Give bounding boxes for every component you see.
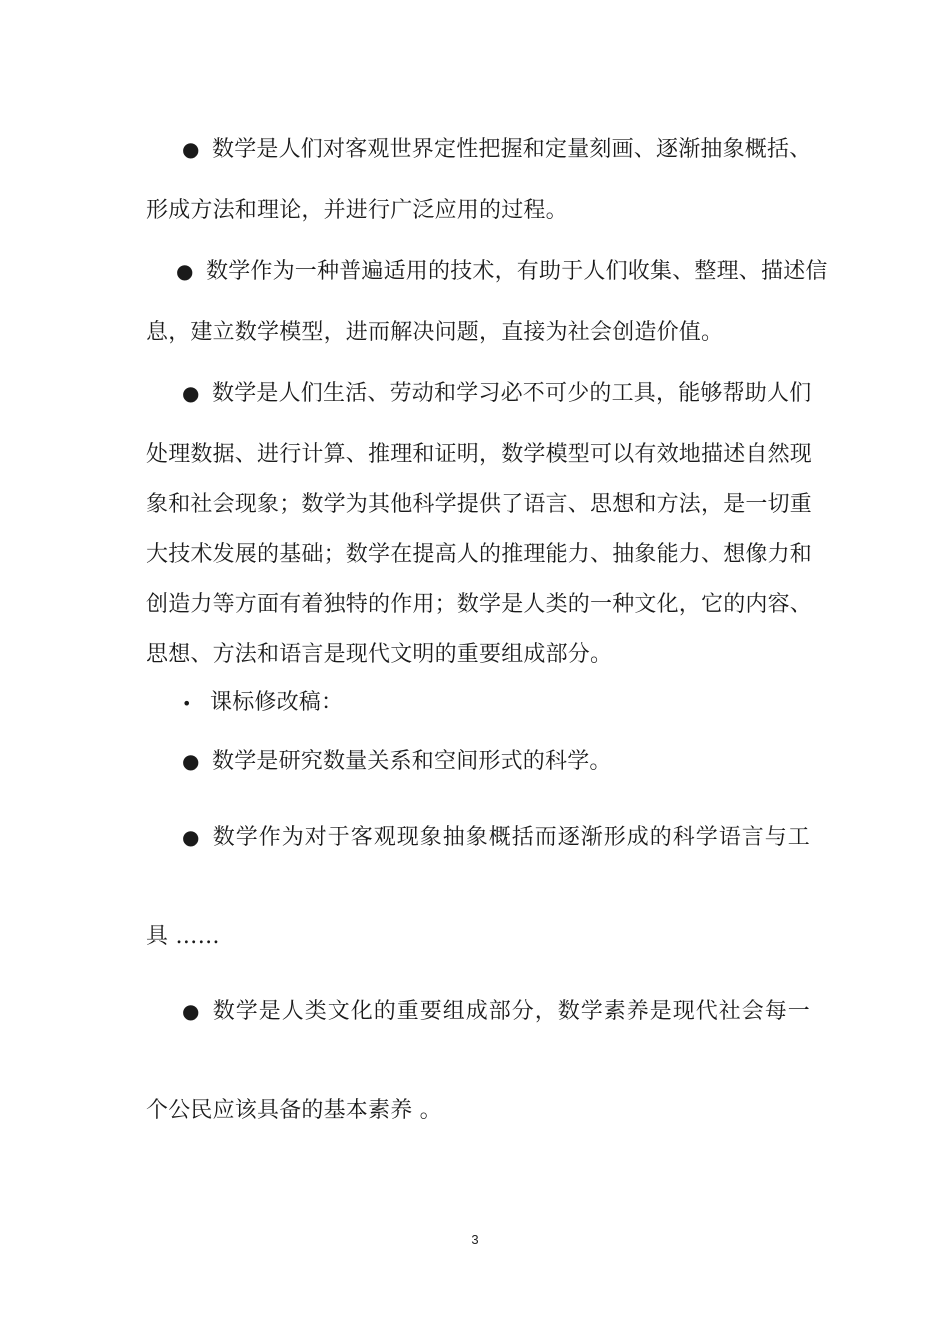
paragraph-text: 数学是人们生活、劳动和学习必不可少的工具，能够帮助人们 — [212, 381, 812, 406]
bullet-dot: ● — [182, 999, 200, 1023]
heading-text: 课标修改稿： — [210, 690, 344, 715]
paragraph-3-line-5: 创造力等方面有着独特的作用；数学是人类的一种文化，它的内容、 — [146, 592, 813, 617]
paragraph-3-line-3: 象和社会现象；数学为其他科学提供了语言、思想和方法，是一切重 — [146, 492, 813, 517]
bullet-dot: ● — [182, 825, 200, 849]
paragraph-6-line-1 — [146, 996, 810, 1027]
paragraph-1-line-1 — [146, 134, 810, 165]
paragraph-6-line-2: 个公民应该具备的基本素养 。 — [146, 1098, 442, 1123]
paragraph-text: 数学是人们对客观世界定性把握和定量刻画、逐渐抽象概括、 — [212, 137, 812, 162]
bullet-dot: ● — [176, 259, 194, 283]
paragraph-2-line-2: 息，建立数学模型，进而解决问题，直接为社会创造价值。 — [146, 320, 724, 345]
section-heading — [146, 688, 810, 719]
bullet-dot: ● — [182, 137, 200, 161]
paragraph-5-line-1 — [146, 822, 810, 853]
paragraph-text: 数学是人类文化的重要组成部分，数学素养是现代社会每一 — [212, 999, 810, 1024]
bullet-dot: ● — [182, 381, 200, 405]
paragraph-4-line-1 — [146, 746, 810, 777]
paragraph-text: 数学作为一种普遍适用的技术，有助于人们收集、整理、描述信 — [206, 259, 828, 284]
bullet-dot: ● — [182, 749, 200, 773]
paragraph-3-line-6: 思想、方法和语言是现代文明的重要组成部分。 — [146, 642, 613, 667]
paragraph-3-line-1 — [146, 378, 810, 409]
paragraph-text: 数学作为对于客观现象抽象概括而逐渐形成的科学语言与工 — [212, 825, 810, 850]
page-number: 3 — [471, 1232, 479, 1247]
paragraph-2-line-1 — [146, 256, 828, 287]
bullet-small: • — [182, 694, 192, 713]
paragraph-text: 数学是研究数量关系和空间形式的科学。 — [212, 749, 612, 774]
paragraph-5-line-2: 具 …… — [146, 924, 220, 949]
paragraph-3-line-4: 大技术发展的基础；数学在提高人的推理能力、抽象能力、想像力和 — [146, 542, 813, 567]
paragraph-1-line-2: 形成方法和理论，并进行广泛应用的过程。 — [146, 198, 568, 223]
paragraph-3-line-2: 处理数据、进行计算、推理和证明，数学模型可以有效地描述自然现 — [146, 442, 813, 467]
